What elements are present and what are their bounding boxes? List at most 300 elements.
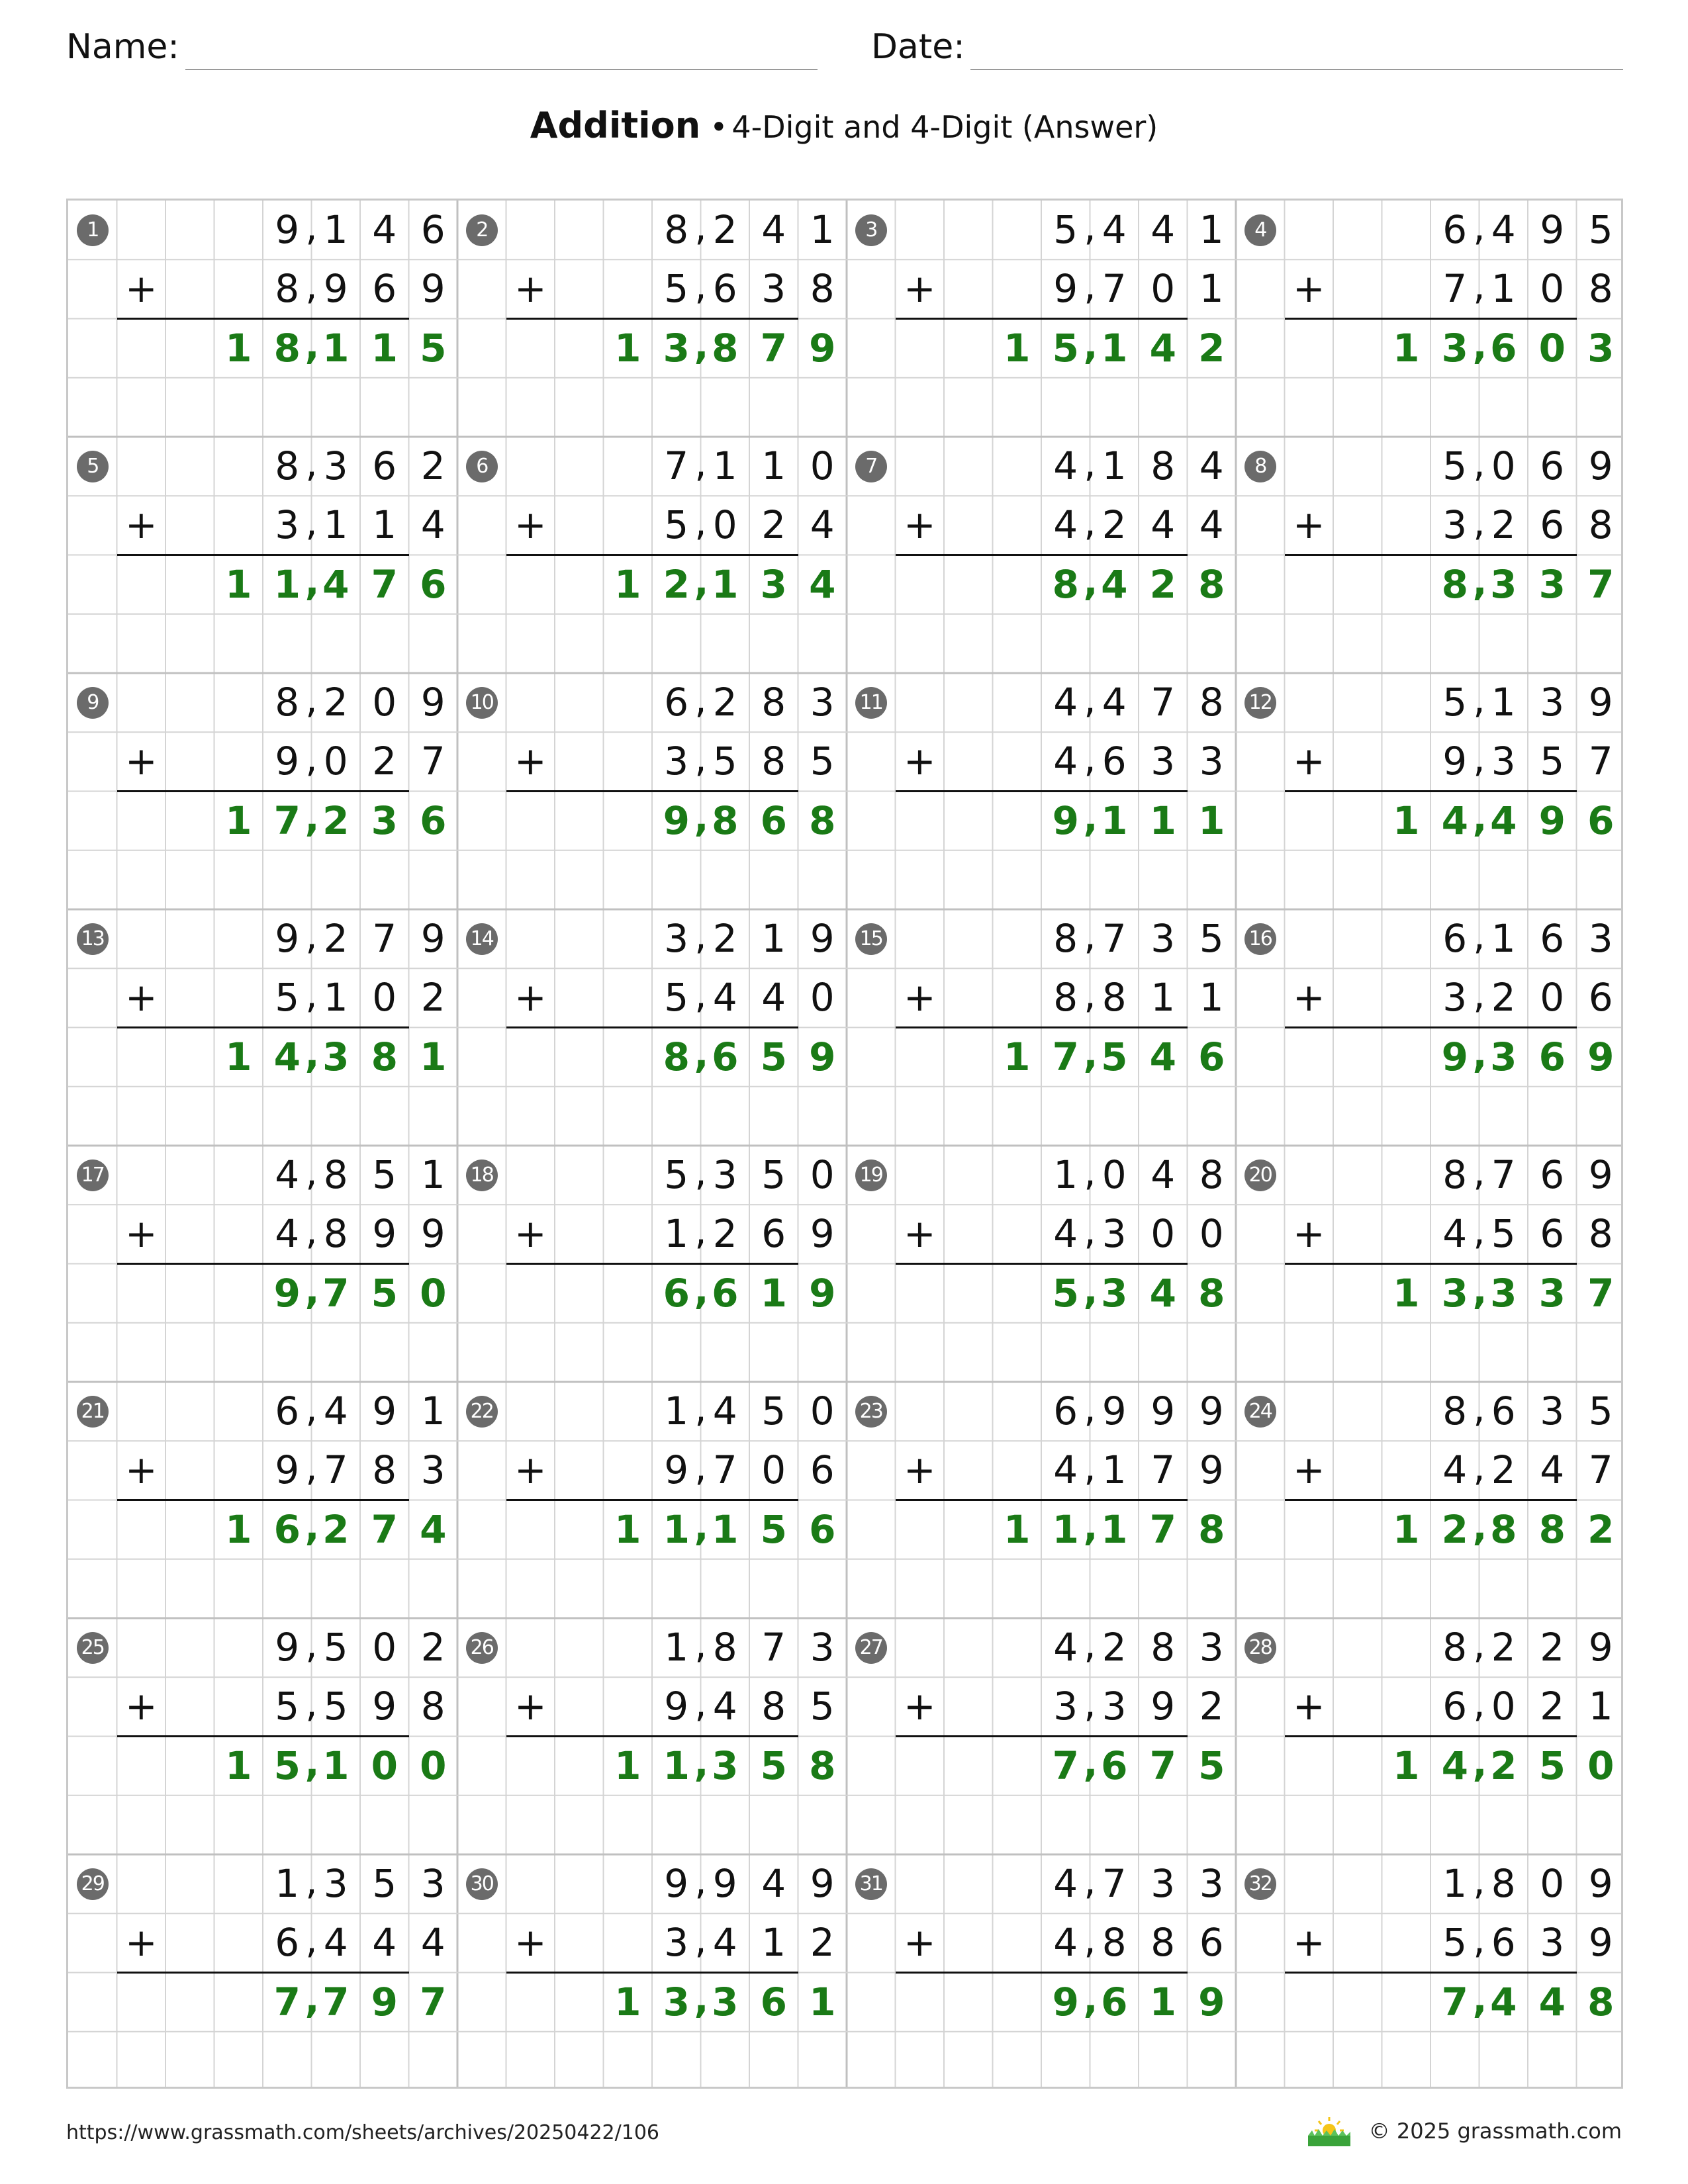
addend-bottom-digit: 9 — [664, 1447, 689, 1493]
addend-bottom-digit: 4 — [1053, 502, 1078, 548]
addend-bottom-digit: 9 — [810, 1211, 835, 1257]
addend-top-digit: 3 — [323, 1861, 348, 1906]
date-field[interactable] — [871, 24, 1623, 70]
answer-digit: 6 — [1101, 1743, 1128, 1788]
answer-digit: 1 — [663, 1743, 690, 1788]
addend-top-digit: 6 — [664, 680, 689, 725]
answer-digit: 0 — [420, 1743, 447, 1788]
plus-sign: + — [124, 739, 158, 784]
title-separator: • — [710, 109, 728, 145]
addend-top-digit: 8 — [275, 680, 300, 725]
addend-top-digit: 3 — [1199, 1625, 1224, 1670]
addend-bottom-digit: 6 — [1491, 1920, 1516, 1966]
problem-number-badge: 2 — [466, 214, 498, 246]
answer-digit: 6 — [1538, 1034, 1566, 1079]
answer-digit: 4 — [1441, 1743, 1468, 1788]
addend-top-digit: 0 — [1102, 1152, 1127, 1197]
addend-top-digit: 1 — [1199, 207, 1224, 252]
addend-top-digit: 3 — [664, 916, 689, 961]
problem-number-badge: 30 — [466, 1868, 498, 1900]
addend-bottom-comma: , — [305, 1445, 318, 1490]
addend-top-comma: , — [1084, 1150, 1096, 1195]
addend-bottom-digit: 5 — [712, 739, 737, 784]
addend-top-digit: 9 — [664, 1861, 689, 1906]
answer-digit: 9 — [809, 1270, 836, 1316]
addend-top-digit: 1 — [1102, 443, 1127, 488]
addend-bottom-comma: , — [1084, 736, 1096, 782]
addend-bottom-digit: 2 — [372, 739, 397, 784]
problem-number-badge: 4 — [1244, 214, 1276, 246]
addend-bottom-comma: , — [1084, 972, 1096, 1018]
addend-top-digit: 0 — [810, 1388, 835, 1433]
addend-top-digit: 3 — [1199, 1861, 1224, 1906]
answer-digit: 4 — [1490, 797, 1517, 843]
addend-top-digit: 2 — [712, 680, 737, 725]
addend-bottom-digit: 0 — [1150, 266, 1176, 312]
addend-top-digit: 7 — [1491, 1152, 1516, 1197]
addend-bottom-digit: 9 — [1150, 1684, 1176, 1729]
plus-sign: + — [1292, 1447, 1325, 1493]
addend-top-comma: , — [1473, 1150, 1485, 1195]
addend-bottom-digit: 6 — [1540, 1211, 1565, 1257]
grass-sun-icon — [1303, 2115, 1356, 2148]
addend-bottom-comma: , — [1084, 500, 1096, 545]
problem-number-badge: 20 — [1244, 1160, 1276, 1191]
addend-bottom-digit: 8 — [761, 1684, 786, 1729]
answer-digit: 6 — [809, 1506, 836, 1552]
addend-top-digit: 9 — [372, 1388, 397, 1433]
problem-number-badge: 3 — [855, 214, 887, 246]
answer-digit: 8 — [712, 797, 739, 843]
answer-comma: , — [1472, 795, 1487, 841]
addend-top-digit: 1 — [1442, 1861, 1468, 1906]
addend-bottom-digit: 9 — [323, 266, 348, 312]
addend-top-digit: 8 — [1491, 1861, 1516, 1906]
problem-number-badge: 9 — [77, 687, 109, 719]
addend-bottom-digit: 9 — [372, 1211, 397, 1257]
addend-top-digit: 6 — [1540, 443, 1565, 488]
answer-digit: 7 — [1587, 1270, 1615, 1316]
addend-top-digit: 1 — [1053, 1152, 1078, 1197]
problem-number-badge: 11 — [855, 687, 887, 719]
answer-digit: 1 — [1149, 797, 1176, 843]
addend-bottom-digit: 3 — [1102, 1211, 1127, 1257]
plus-sign: + — [514, 1211, 547, 1257]
addend-bottom-digit: 9 — [275, 1447, 300, 1493]
answer-digit: 1 — [1004, 325, 1031, 371]
addend-bottom-digit: 8 — [420, 1684, 445, 1729]
addend-bottom-digit: 8 — [1102, 1920, 1127, 1966]
addend-bottom-digit: 8 — [1102, 975, 1127, 1021]
addend-top-digit: 4 — [372, 207, 397, 252]
answer-digit: 8 — [1052, 561, 1079, 607]
addend-bottom-digit: 6 — [1102, 739, 1127, 784]
answer-digit: 1 — [1004, 1506, 1031, 1552]
addend-bottom-digit: 4 — [1053, 739, 1078, 784]
answer-digit: 9 — [1587, 1034, 1615, 1079]
addend-bottom-digit: 5 — [275, 1684, 300, 1729]
addend-bottom-comma: , — [1473, 1681, 1485, 1727]
addend-bottom-comma: , — [694, 736, 707, 782]
addend-bottom-digit: 2 — [712, 1211, 737, 1257]
addend-bottom-digit: 9 — [420, 266, 445, 312]
problem-number-badge: 29 — [77, 1868, 109, 1900]
answer-digit: 1 — [1101, 325, 1128, 371]
addend-top-digit: 2 — [712, 916, 737, 961]
addend-top-digit: 3 — [712, 1152, 737, 1197]
addend-bottom-digit: 0 — [1491, 1684, 1516, 1729]
answer-digit: 8 — [663, 1034, 690, 1079]
addend-bottom-comma: , — [305, 1208, 318, 1254]
addend-top-comma: , — [1084, 205, 1096, 250]
addend-top-comma: , — [694, 205, 707, 250]
answer-digit: 4 — [1101, 561, 1128, 607]
answer-comma: , — [1083, 1031, 1098, 1077]
addend-bottom-digit: 1 — [1102, 1447, 1127, 1493]
addend-top-comma: , — [305, 1622, 318, 1667]
answer-digit: 7 — [322, 1270, 350, 1316]
addend-top-digit: 9 — [1588, 1861, 1613, 1906]
plus-sign: + — [903, 1211, 936, 1257]
addend-bottom-digit: 8 — [1588, 266, 1613, 312]
plus-sign: + — [514, 502, 547, 548]
addend-bottom-comma: , — [1473, 1917, 1485, 1963]
answer-digit: 9 — [663, 797, 690, 843]
addend-bottom-digit: 5 — [323, 1684, 348, 1729]
answer-digit: 6 — [420, 561, 447, 607]
addend-bottom-comma: , — [1473, 1208, 1485, 1254]
addend-top-digit: 8 — [1442, 1625, 1468, 1670]
addend-bottom-comma: , — [694, 972, 707, 1018]
footer-url[interactable]: https://www.grassmath.com/sheets/archives/20250422/106 — [66, 2121, 660, 2144]
plus-sign: + — [903, 1447, 936, 1493]
answer-digit: 1 — [1101, 1506, 1128, 1552]
addend-bottom-digit: 7 — [323, 1447, 348, 1493]
addend-top-comma: , — [1473, 1858, 1485, 1903]
answer-digit: 1 — [1198, 797, 1225, 843]
addend-bottom-comma: , — [1084, 1208, 1096, 1254]
addend-top-digit: 8 — [1199, 1152, 1224, 1197]
plus-sign: + — [514, 1920, 547, 1966]
answer-digit: 9 — [809, 1034, 836, 1079]
addend-bottom-digit: 0 — [372, 975, 397, 1021]
addend-bottom-digit: 4 — [1540, 1447, 1565, 1493]
addend-top-digit: 1 — [810, 207, 835, 252]
answer-digit: 7 — [1149, 1506, 1176, 1552]
footer-brand — [1303, 2115, 1622, 2148]
answer-digit: 3 — [760, 561, 787, 607]
answer-comma: , — [694, 1031, 709, 1077]
addend-bottom-comma: , — [305, 1917, 318, 1963]
answer-digit: 0 — [1538, 325, 1566, 371]
answer-digit: 9 — [809, 325, 836, 371]
answer-digit: 8 — [1198, 1270, 1225, 1316]
answer-comma: , — [1083, 1504, 1098, 1549]
answer-digit: 5 — [1538, 1743, 1566, 1788]
addend-top-digit: 4 — [1150, 1152, 1176, 1197]
answer-digit: 1 — [712, 1506, 739, 1552]
addend-bottom-digit: 4 — [1442, 1211, 1468, 1257]
addend-bottom-digit: 5 — [664, 266, 689, 312]
answer-comma: , — [305, 1267, 320, 1313]
addend-bottom-digit: 4 — [372, 1920, 397, 1966]
plus-sign: + — [514, 975, 547, 1021]
plus-sign: + — [124, 1211, 158, 1257]
footer-copyright: © 2025 grassmath.com — [1368, 2118, 1622, 2144]
addend-bottom-comma: , — [1473, 500, 1485, 545]
addend-top-digit: 0 — [810, 443, 835, 488]
addend-bottom-digit: 4 — [1053, 1920, 1078, 1966]
addend-bottom-digit: 3 — [1053, 1684, 1078, 1729]
answer-digit: 6 — [663, 1270, 690, 1316]
answer-comma: , — [305, 559, 320, 604]
addend-top-digit: 6 — [1540, 916, 1565, 961]
addend-top-digit: 9 — [712, 1861, 737, 1906]
addend-bottom-digit: 5 — [1491, 1211, 1516, 1257]
addend-top-digit: 1 — [323, 207, 348, 252]
addend-top-digit: 6 — [1491, 1388, 1516, 1433]
addend-top-digit: 4 — [1053, 1861, 1078, 1906]
addend-top-digit: 9 — [1150, 1388, 1176, 1433]
answer-digit: 1 — [225, 325, 252, 371]
answer-digit: 6 — [1198, 1034, 1225, 1079]
addend-bottom-digit: 8 — [810, 266, 835, 312]
addend-bottom-digit: 3 — [1442, 502, 1468, 548]
addend-top-digit: 7 — [1150, 680, 1176, 725]
answer-digit: 6 — [1587, 797, 1615, 843]
addend-top-digit: 8 — [712, 1625, 737, 1670]
addend-top-comma: , — [1473, 205, 1485, 250]
answer-digit: 9 — [273, 1270, 301, 1316]
answer-digit: 8 — [1490, 1506, 1517, 1552]
answer-comma: , — [305, 1740, 320, 1786]
addend-top-digit: 9 — [1540, 207, 1565, 252]
answer-digit: 4 — [1490, 1979, 1517, 2025]
addend-bottom-comma: , — [1084, 263, 1096, 309]
problem-number-badge: 32 — [1244, 1868, 1276, 1900]
addend-top-comma: , — [694, 1150, 707, 1195]
addend-top-digit: 5 — [664, 1152, 689, 1197]
addend-top-digit: 4 — [1102, 680, 1127, 725]
name-underline — [185, 69, 818, 70]
addend-top-comma: , — [1473, 677, 1485, 722]
page-title — [0, 105, 1688, 146]
plus-sign: + — [903, 1920, 936, 1966]
answer-digit: 8 — [371, 1034, 398, 1079]
addend-top-comma: , — [694, 677, 707, 722]
plus-sign: + — [1292, 1920, 1325, 1966]
addend-bottom-digit: 4 — [761, 975, 786, 1021]
addend-bottom-comma: , — [694, 1917, 707, 1963]
addend-bottom-digit: 5 — [1540, 739, 1565, 784]
addend-bottom-digit: 9 — [1053, 266, 1078, 312]
answer-comma: , — [1472, 1267, 1487, 1313]
answer-digit: 5 — [760, 1743, 787, 1788]
answer-comma: , — [1083, 1267, 1098, 1313]
answer-digit: 1 — [322, 325, 350, 371]
addend-bottom-digit: 3 — [664, 739, 689, 784]
answer-comma: , — [305, 1976, 320, 2022]
addend-top-digit: 3 — [1540, 680, 1565, 725]
answer-digit: 1 — [614, 1979, 641, 2025]
addend-bottom-digit: 4 — [420, 1920, 445, 1966]
answer-comma: , — [694, 322, 709, 368]
answer-digit: 5 — [273, 1743, 301, 1788]
addend-bottom-digit: 2 — [1540, 1684, 1565, 1729]
addend-bottom-digit: 9 — [372, 1684, 397, 1729]
addend-bottom-digit: 3 — [1199, 739, 1224, 784]
answer-digit: 1 — [663, 1506, 690, 1552]
addend-bottom-comma: , — [305, 263, 318, 309]
addend-bottom-digit: 4 — [1442, 1447, 1468, 1493]
addend-bottom-digit: 1 — [1199, 975, 1224, 1021]
addend-bottom-digit: 2 — [810, 1920, 835, 1966]
addend-bottom-comma: , — [1084, 1917, 1096, 1963]
answer-digit: 2 — [663, 561, 690, 607]
answer-comma: , — [694, 1267, 709, 1313]
answer-digit: 6 — [1101, 1979, 1128, 2025]
addend-bottom-comma: , — [305, 736, 318, 782]
addend-top-digit: 7 — [1102, 916, 1127, 961]
problem-number-badge: 7 — [855, 451, 887, 482]
addend-bottom-digit: 0 — [1199, 1211, 1224, 1257]
addend-bottom-digit: 8 — [1053, 975, 1078, 1021]
answer-digit: 1 — [1052, 1506, 1079, 1552]
addend-top-digit: 4 — [323, 1388, 348, 1433]
addend-top-digit: 1 — [664, 1625, 689, 1670]
answer-digit: 1 — [1393, 325, 1420, 371]
addend-bottom-digit: 6 — [1540, 502, 1565, 548]
addend-bottom-digit: 0 — [1540, 975, 1565, 1021]
answer-digit: 3 — [663, 325, 690, 371]
answer-comma: , — [1472, 1740, 1487, 1786]
addend-top-digit: 5 — [761, 1152, 786, 1197]
addend-bottom-digit: 3 — [1491, 739, 1516, 784]
answer-comma: , — [305, 322, 320, 368]
problem-number-badge: 12 — [1244, 687, 1276, 719]
plus-sign: + — [903, 1684, 936, 1729]
addend-top-digit: 7 — [761, 1625, 786, 1670]
answer-comma: , — [1472, 322, 1487, 368]
addend-top-digit: 6 — [275, 1388, 300, 1433]
addend-bottom-comma: , — [305, 500, 318, 545]
answer-digit: 5 — [1052, 325, 1079, 371]
addend-bottom-digit: 6 — [1442, 1684, 1468, 1729]
answer-digit: 1 — [760, 1270, 787, 1316]
addend-bottom-digit: 2 — [1199, 1684, 1224, 1729]
addend-bottom-digit: 3 — [664, 1920, 689, 1966]
answer-digit: 6 — [273, 1506, 301, 1552]
answer-digit: 3 — [1538, 1270, 1566, 1316]
answer-digit: 1 — [1393, 1506, 1420, 1552]
addend-bottom-comma: , — [1473, 972, 1485, 1018]
addend-top-digit: 2 — [1102, 1625, 1127, 1670]
problem-number-badge: 25 — [77, 1632, 109, 1664]
plus-sign: + — [903, 502, 936, 548]
answer-digit: 1 — [1393, 1743, 1420, 1788]
addend-top-comma: , — [1084, 441, 1096, 486]
answer-digit: 7 — [371, 1506, 398, 1552]
addend-top-digit: 2 — [323, 680, 348, 725]
addend-bottom-digit: 7 — [712, 1447, 737, 1493]
answer-comma: , — [1472, 559, 1487, 604]
addend-top-digit: 2 — [420, 1625, 445, 1670]
answer-digit: 3 — [663, 1979, 690, 2025]
answer-digit: 1 — [1149, 1979, 1176, 2025]
plus-sign: + — [1292, 739, 1325, 784]
answer-digit: 1 — [614, 561, 641, 607]
addend-bottom-digit: 4 — [1150, 502, 1176, 548]
addend-top-comma: , — [694, 441, 707, 486]
addend-bottom-digit: 1 — [1588, 1684, 1613, 1729]
answer-comma: , — [694, 795, 709, 841]
addend-bottom-digit: 8 — [1588, 1211, 1613, 1257]
answer-digit: 9 — [371, 1979, 398, 2025]
answer-digit: 1 — [614, 1743, 641, 1788]
addend-top-digit: 5 — [372, 1861, 397, 1906]
addend-top-digit: 4 — [1491, 207, 1516, 252]
answer-digit: 1 — [273, 561, 301, 607]
addend-top-digit: 8 — [275, 443, 300, 488]
answer-comma: , — [305, 1031, 320, 1077]
addend-top-comma: , — [1084, 1622, 1096, 1667]
answer-digit: 5 — [1198, 1743, 1225, 1788]
addend-top-digit: 4 — [1053, 680, 1078, 725]
answer-digit: 6 — [420, 797, 447, 843]
problem-number-badge: 22 — [466, 1396, 498, 1428]
answer-digit: 8 — [273, 325, 301, 371]
addend-top-comma: , — [1084, 1858, 1096, 1903]
addend-top-digit: 8 — [1150, 443, 1176, 488]
addend-bottom-digit: 5 — [1442, 1920, 1468, 1966]
answer-digit: 6 — [760, 797, 787, 843]
addend-top-digit: 3 — [1150, 1861, 1176, 1906]
addend-bottom-digit: 8 — [761, 739, 786, 784]
addend-top-digit: 1 — [761, 443, 786, 488]
plus-sign: + — [1292, 1211, 1325, 1257]
answer-digit: 4 — [1538, 1979, 1566, 2025]
problem-number-badge: 28 — [1244, 1632, 1276, 1664]
answer-digit: 6 — [1490, 325, 1517, 371]
addend-bottom-digit: 9 — [275, 739, 300, 784]
answer-digit: 1 — [614, 1506, 641, 1552]
addend-bottom-comma: , — [305, 972, 318, 1018]
addend-bottom-digit: 1 — [323, 975, 348, 1021]
addend-top-digit: 2 — [420, 443, 445, 488]
name-field[interactable] — [66, 24, 818, 70]
answer-comma: , — [1472, 1504, 1487, 1549]
addend-top-digit: 0 — [372, 680, 397, 725]
addend-top-digit: 3 — [323, 443, 348, 488]
addend-top-digit: 9 — [1199, 1388, 1224, 1433]
answer-digit: 7 — [1587, 561, 1615, 607]
answer-digit: 0 — [420, 1270, 447, 1316]
answer-digit: 4 — [273, 1034, 301, 1079]
addend-bottom-digit: 5 — [664, 502, 689, 548]
answer-digit: 2 — [1490, 1743, 1517, 1788]
answer-digit: 1 — [420, 1034, 447, 1079]
plus-sign: + — [1292, 502, 1325, 548]
addend-bottom-digit: 9 — [420, 1211, 445, 1257]
answer-digit: 1 — [1004, 1034, 1031, 1079]
addend-bottom-digit: 1 — [323, 502, 348, 548]
addend-top-digit: 1 — [420, 1152, 445, 1197]
addend-top-digit: 9 — [1588, 443, 1613, 488]
problem-number-badge: 13 — [77, 923, 109, 955]
plus-sign: + — [903, 266, 936, 312]
addend-bottom-digit: 6 — [372, 266, 397, 312]
addend-top-digit: 1 — [1491, 916, 1516, 961]
